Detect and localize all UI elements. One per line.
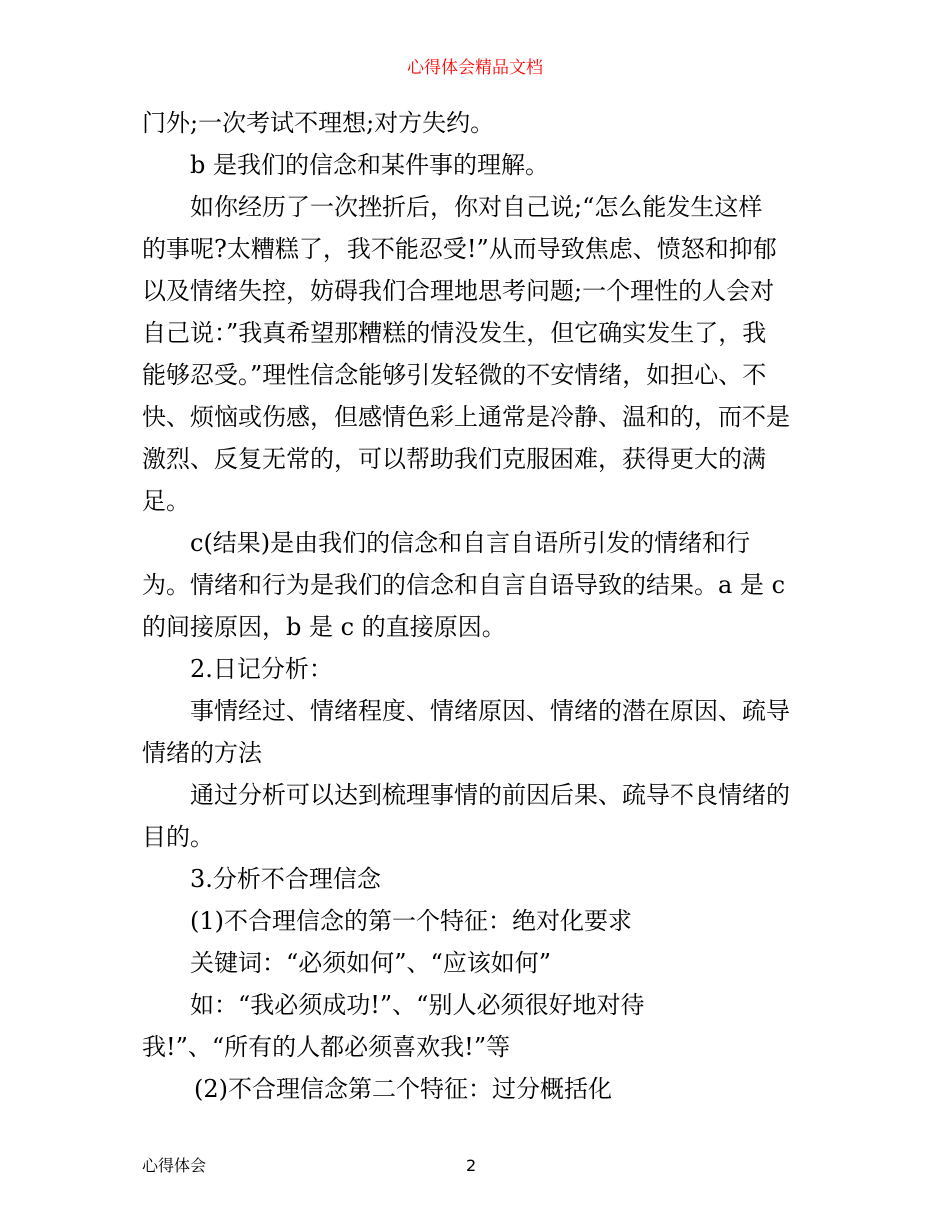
text-line: b 是我们的信念和某件事的理解。 [190,151,549,179]
footer-label: 心得体会 [142,1156,207,1175]
text-line: 事情经过、情绪程度、情绪原因、情绪的潜在原因、疏导 [190,697,790,725]
text-line: 情绪的方法 [142,739,262,767]
text-line: 以及情绪失控，妨碍我们合理地思考问题;一个理性的人会对 [142,277,775,305]
text-line: 目的。 [142,823,214,851]
text-line: 的事呢?太糟糕了，我不能忍受!”从而导致焦虑、愤怒和抑郁 [142,235,777,263]
text-line: 自己说：”我真希望那糟糕的情没发生，但它确实发生了，我 [142,319,767,347]
document-header: 心得体会精品文档 [407,58,543,78]
text-line: 如你经历了一次挫折后，你对自己说;“怎么能发生这样 [190,193,763,221]
text-line: 我!”、“所有的人都必须喜欢我!”等 [142,1033,511,1061]
text-line: 关键词：“必须如何”、“应该如何” [190,949,552,977]
text-line: 的间接原因，b 是 c 的直接原因。 [142,613,506,641]
text-line: 快、烦恼或伤感，但感情色彩上通常是冷静、温和的，而不是 [142,403,790,431]
text-line: 能够忍受。”理性信念能够引发轻微的不安情绪，如担心、不 [142,361,767,389]
text-line: 3.分析不合理信念 [190,865,381,893]
text-line: 足。 [142,487,190,515]
text-line: c(结果)是由我们的信念和自言自语所引发的情绪和行 [190,529,751,557]
text-line: 2.日记分析： [190,655,333,683]
text-line: (1)不合理信念的第一个特征：绝对化要求 [190,907,632,935]
text-line: 如：“我必须成功!”、“别人必须很好地对待 [190,991,645,1019]
page-number: 2 [466,1156,477,1175]
text-line: 激烈、反复无常的，可以帮助我们克服困难，获得更大的满 [142,445,766,473]
document-body [142,102,812,1110]
text-line: 门外;一次考试不理想;对方失约。 [142,109,495,137]
text-line: 为。情绪和行为是我们的信念和自言自语导致的结果。a 是 c [142,571,786,599]
text-line: (2)不合理信念第二个特征：过分概括化 [194,1075,612,1103]
text-line: 通过分析可以达到梳理事情的前因后果、疏导不良情绪的 [190,781,790,809]
